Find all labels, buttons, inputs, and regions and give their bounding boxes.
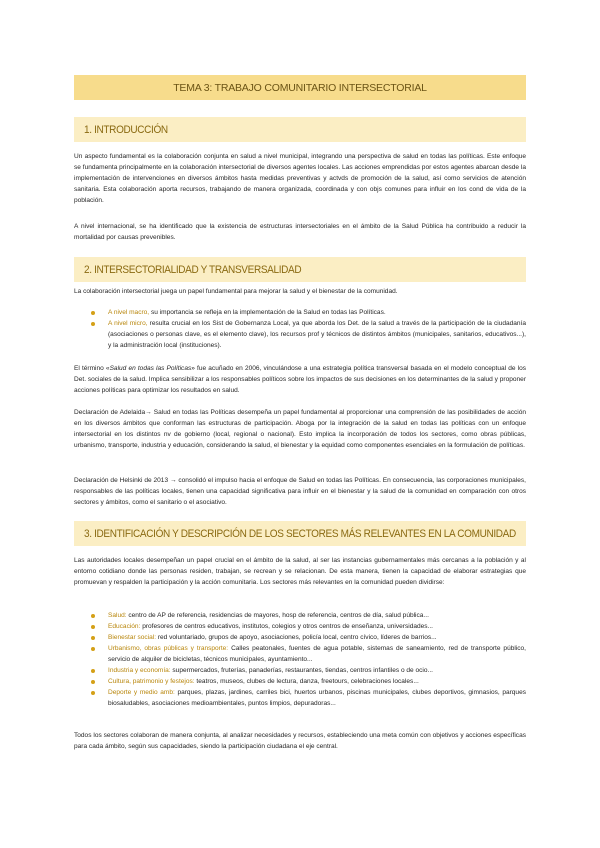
intro-paragraph-2: A nivel internacional, se ha identificado que la existencia de estructuras intersectoriales en el ámbito de la Salud Pública ha contribuido a reducir la mortalidad por causas prevenibles. bbox=[74, 223, 526, 241]
section-3-header bbox=[74, 521, 526, 546]
list-item: A nivel micro, resulta crucial en los Sist de Gobernanza Local, ya que aborda los Det. de la salud a través de la participación de la ciudadanía (asociaciones o personas clave, es el elemento clave), los recursos prof y técnicos de distintos ámbitos (municipales, sanitarios, educativos...), y la administración local (instituciones). bbox=[74, 318, 526, 351]
bullet-icon bbox=[91, 636, 95, 640]
bullet-icon bbox=[91, 311, 95, 315]
bullet-icon bbox=[91, 625, 95, 629]
section-3-paragraph-2: Todos los sectores colaboran de manera conjunta, al analizar necesidades y recursos, estableciendo una meta común con objetivos y acciones específicas para cada ámbito, según sus capacidades, siendo la participación ciudadana el eje central. bbox=[74, 732, 526, 750]
list-item: Bienestar social: red voluntariado, grupos de apoyo, asociaciones, policía local, centro cívico, líderes de barrios... bbox=[74, 632, 526, 643]
list-item: Deporte y medio amb: parques, plazas, jardines, carriles bici, huertos urbanos, piscinas municipales, clubes deportivos, gimnasios, parques biosaludables, asociaciones medioambientales, puntos limpios, depuradoras... bbox=[74, 687, 526, 709]
list-item: Urbanismo, obras públicas y transporte: Calles peatonales, fuentes de agua potable, sistemas de saneamiento, red de transporte público, servicio de alquiler de bicicletas, técnicos municipales, ayuntamiento... bbox=[74, 643, 526, 665]
section-3-paragraph-1: Las autoridades locales desempeñan un papel crucial en el ámbito de la salud, al ser las instancias gubernamentales más cercanas a la población y al entorno cotidiano donde las personas residen, trabajan, se recrean y se relacionan. De esta manera, tienen la capacidad de elaborar estrategias que promuevan y respalden la participación y la acción comunitaria. Los sectores más relevantes en la comunidad pueden dividirse: bbox=[74, 557, 526, 586]
intro-paragraph-1: Un aspecto fundamental es la colaboración conjunta en salud a nivel municipal, integrando una perspectiva de salud en todas las políticas. Este enfoque se fundamenta principalmente en la colaboración intersectorial de diversos agentes locales. Las acciones emprendidas por estos agentes abarcan desde la implementación de intervenciones en diversos ámbitos hasta medidas preventivas y actvds de promoción de la salud, así como servicios de atención sanitaria. Esta colaboración aporta recursos, trabajando de manera organizada, coordinada y con objs comunes para influir en los cond de vida de la población. bbox=[74, 153, 526, 204]
bullet-icon bbox=[91, 322, 95, 326]
bullet-icon bbox=[91, 669, 95, 673]
bullet-icon bbox=[91, 691, 95, 695]
list-item: A nivel macro, su importancia se refleja en la implementación de la Salud en todas las Políticas. bbox=[74, 307, 526, 318]
term-paragraph: El término «Salud en todas las Políticas» fue acuñado en 2006, vinculándose a una estrategia política transversal basada en el modelo conceptual de los Det. sociales de la salud. Implica sensibilizar a los responsables políticos sobre los impactos de sus decisiones en los determinantes de la salud y proponer acciones políticas para optimizar los resultados en salud. bbox=[74, 365, 527, 394]
section-3-title: 3. IDENTIFICACIÓN Y DESCRIPCIÓN DE LOS SECTORES MÁS RELEVANTES EN LA COMUNIDAD bbox=[84, 527, 516, 540]
sectors-list bbox=[74, 610, 526, 709]
list-item: Salud: centro de AP de referencia, residencias de mayores, hosp de referencia, centros de día, salud pública... bbox=[74, 610, 526, 621]
bullet-icon bbox=[91, 647, 95, 651]
list-item: Cultura, patrimonio y festejos: teatros, museos, clubes de lectura, danza, freetours, celebraciones locales... bbox=[74, 676, 526, 687]
section-1-header bbox=[74, 117, 526, 142]
section-1-title: 1. INTRODUCCIÓN bbox=[84, 123, 168, 136]
adelaida-paragraph: Declaración de Adelaida→ Salud en todas las Políticas desempeña un papel fundamental al proporcionar una comprensión de las posibilidades de acción en los diversos ámbitos que conforman las estructuras de participación. Aboga por la integración de la salud en todas las políticas con un enfoque intersectorial en los distintos nv de gobierno (local, regional o nacional). Esto implica la incorporación de todos los sectores, como obras públicas, urbanismo, transporte, industria y educación, considerando la salud, el bienestar y la equidad como componentes esenciales en la formulación de políticas. bbox=[74, 409, 526, 449]
document-title: TEMA 3: TRABAJO COMUNITARIO INTERSECTORIAL bbox=[173, 81, 427, 94]
levels-list bbox=[74, 307, 526, 351]
document-title-band bbox=[74, 75, 526, 100]
bullet-icon bbox=[91, 614, 95, 618]
list-item: Educación: profesores de centros educativos, institutos, colegios y otros centros de enseñanza, universidades... bbox=[74, 621, 526, 632]
section-2-intro: La colaboración intersectorial juega un papel fundamental para mejorar la salud y el bienestar de la comunidad. bbox=[74, 288, 398, 295]
section-2-title: 2. INTERSECTORIALIDAD Y TRANSVERSALIDAD bbox=[84, 263, 302, 276]
bullet-icon bbox=[91, 680, 95, 684]
section-2-header bbox=[74, 257, 526, 282]
list-item: Industria y economía: supermercados, fruterías, panaderías, restaurantes, tiendas, centros infantiles o de ocio... bbox=[74, 665, 526, 676]
helsinki-paragraph: Declaración de Helsinki de 2013 → consolidó el impulso hacia el enfoque de Salud en todas las Políticas. En consecuencia, las corporaciones municipales, responsables de las políticas locales, tienen una capacidad significativa para influir en el bienestar y la salud de la comunidad en comparación con otros sectores y ámbitos, como el sanitario o el asociativo. bbox=[74, 477, 526, 506]
